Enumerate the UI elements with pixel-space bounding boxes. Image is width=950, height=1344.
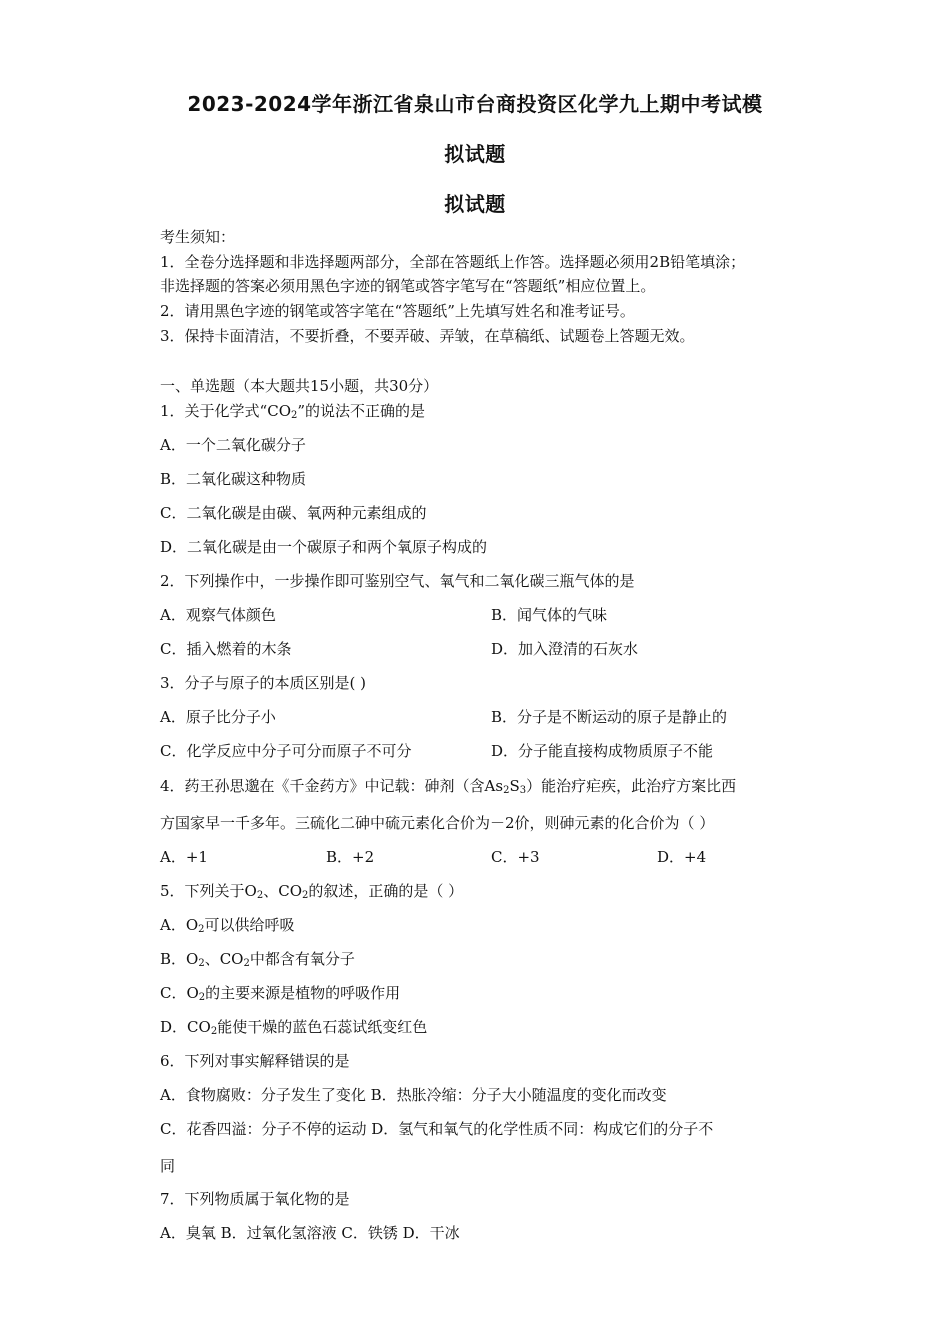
q2-stem: 2．下列操作中，一步操作即可鉴别空气、氧气和二氧化碳三瓶气体的是	[160, 572, 635, 590]
q1-option-a: A．一个二氧化碳分子	[160, 436, 306, 454]
q7-options: A．臭氧 B．过氧化氢溶液 C．铁锈 D．干冰	[160, 1224, 460, 1242]
notice-item-1b: 非选择题的答案必须用黑色字迹的钢笔或答字笔写在“答题纸”相应位置上。	[160, 277, 656, 295]
q1-option-c: C．二氧化碳是由碳、氧两种元素组成的	[160, 504, 427, 522]
q4-stem-line-2: 方国家早一千多年。三硫化二砷中硫元素化合价为－2价，则砷元素的化合价为（ ）	[160, 814, 715, 832]
q6-options-cd: C．花香四溢：分子不停的运动 D．氢气和氧气的化学性质不同：构成它们的分子不	[160, 1120, 714, 1138]
q3-option-c: C．化学反应中分子可分而原子不可分	[160, 742, 412, 760]
q1-option-d: D．二氧化碳是由一个碳原子和两个氧原子构成的	[160, 538, 488, 556]
notice-heading: 考生须知：	[160, 228, 236, 246]
q1-option-b: B．二氧化碳这种物质	[160, 470, 307, 488]
q4-stem-line-1: 4．药王孙思邈在《千金药方》中记载：砷剂（含$As_2S_3$）能治疗疟疾，此治疗方案比西	[160, 777, 737, 796]
q4-option-c: C．+3	[491, 848, 540, 866]
q6-options-ab: A．食物腐败：分子发生了变化 B．热胀冷缩：分子大小随温度的变化而改变	[160, 1086, 667, 1104]
q3-option-d: D．分子能直接构成物质原子不能	[491, 742, 714, 760]
notice-item-1a: 1．全卷分选择题和非选择题两部分，全部在答题纸上作答。选择题必须用2B铅笔填涂；	[160, 253, 746, 271]
q1-stem: 1．关于化学式“$CO_2$”的说法不正确的是	[160, 402, 426, 421]
q3-stem: 3．分子与原子的本质区别是( )	[160, 674, 367, 692]
q4-option-a: A．+1	[160, 848, 208, 866]
q2-option-c: C．插入燃着的木条	[160, 640, 292, 658]
q6-options-cd-continued: 同	[160, 1157, 176, 1175]
exam-title-line-3: 拟试题	[444, 192, 506, 216]
q2-option-a: A．观察气体颜色	[160, 606, 276, 624]
q5-option-c: C．$O_2$的主要来源是植物的呼吸作用	[160, 984, 401, 1003]
q2-option-d: D．加入澄清的石灰水	[491, 640, 639, 658]
q4-option-d: D．+4	[657, 848, 707, 866]
q4-option-b: B．+2	[326, 848, 375, 866]
notice-item-2: 2．请用黑色字迹的钢笔或答字笔在“答题纸”上先填写姓名和准考证号。	[160, 302, 635, 320]
section-heading: 一、单选题（本大题共15小题，共30分）	[160, 377, 439, 395]
exam-title-line-2: 拟试题	[444, 142, 506, 166]
q3-option-a: A．原子比分子小	[160, 708, 276, 726]
q3-option-b: B．分子是不断运动的原子是静止的	[491, 708, 728, 726]
q2-option-b: B．闻气体的气味	[491, 606, 608, 624]
q5-option-b: B．$O_2$、$CO_2$中都含有氧分子	[160, 950, 355, 969]
exam-title-line-1: 2023-2024学年浙江省泉山市台商投资区化学九上期中考试模	[187, 92, 763, 116]
q5-option-d: D．$CO_2$能使干燥的蓝色石蕊试纸变红色	[160, 1018, 428, 1037]
q7-stem: 7．下列物质属于氧化物的是	[160, 1190, 350, 1208]
q6-stem: 6．下列对事实解释错误的是	[160, 1052, 350, 1070]
q5-option-a: A．$O_2$可以供给呼吸	[160, 916, 295, 935]
q5-stem: 5．下列关于$O_2$、$CO_2$的叙述，正确的是（ ）	[160, 882, 464, 901]
notice-item-3: 3．保持卡面清洁，不要折叠，不要弄破、弄皱，在草稿纸、试题卷上答题无效。	[160, 327, 695, 345]
